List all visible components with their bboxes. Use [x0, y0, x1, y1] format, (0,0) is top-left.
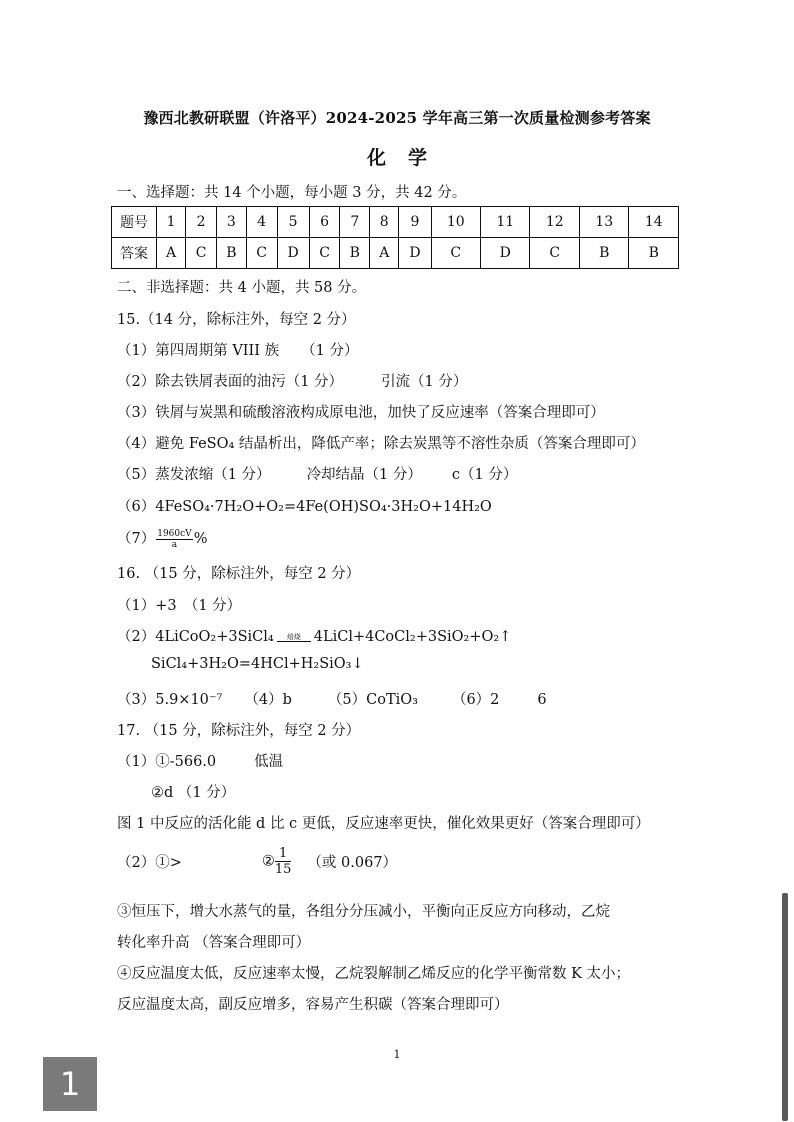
row-label-answer: 答案 [112, 238, 157, 269]
q17-l1a: （1）①-566.0 [117, 754, 217, 770]
q16-l3d: （5）CoTiO₃ [327, 692, 418, 708]
q15-l5a: （5）蒸发浓缩（1 分） [117, 467, 271, 483]
answer-cell: D [481, 238, 530, 269]
q17-l4b: ② [261, 853, 275, 870]
vertical-scrollbar[interactable] [782, 893, 788, 1121]
q17-line-7: ④反应温度太低，反应速率太慢，乙烷裂解制乙烯反应的化学平衡常数 K 太小； [117, 966, 631, 982]
q17-line-2: ②d （1 分） [151, 785, 236, 801]
q17-l1b: 低温 [254, 754, 284, 770]
section1-heading: 一、选择题：共 14 个小题，每小题 3 分，共 42 分。 [117, 185, 467, 201]
q17-l4-denominator: 15 [274, 862, 292, 877]
question-row [112, 207, 679, 238]
q17-line-5: ③恒压下，增大水蒸气的量，各组分分压减小，平衡向正反应方向移动，乙烷 [117, 904, 610, 920]
page-number: 1 [393, 1048, 401, 1061]
answer-cell: C [246, 238, 277, 269]
answer-cell: C [309, 238, 340, 269]
q15-l7-numerator: 1960cV [157, 528, 192, 539]
answer-cell: B [579, 238, 628, 269]
answer-cell: B [217, 238, 247, 269]
answer-cell: C [186, 238, 217, 269]
q15-line-1 [117, 339, 358, 360]
question-cell: 10 [431, 207, 480, 238]
question-cell: 11 [481, 207, 530, 238]
q15-l1b: （1 分） [301, 343, 359, 359]
q17-line-4 [117, 846, 397, 877]
q15-l5c: c（1 分） [451, 467, 518, 483]
q15-l1a: （1）第四周期第 VIII 族 [117, 343, 280, 359]
q15-heading: 15.（14 分，除标注外，每空 2 分） [117, 312, 356, 328]
q15-line-6: （6）4FeSO₄·7H₂O+O₂=4Fe(OH)SO₄·3H₂O+14H₂O [117, 499, 492, 515]
answer-cell: A [157, 238, 186, 269]
q16-l3e: （6）2 [451, 692, 500, 708]
q17-line-6: 转化率升高 （答案合理即可） [117, 935, 311, 951]
q17-line-8: 反应温度太高，副反应增多，容易产生积碳（答案合理即可） [117, 997, 509, 1013]
answer-cell: D [277, 238, 309, 269]
answer-cell: C [530, 238, 579, 269]
q15-line-4: （4）避免 FeSO₄ 结晶析出，降低产率；除去炭黑等不溶性杂质（答案合理即可） [117, 436, 645, 452]
answer-row [112, 238, 679, 269]
question-cell: 13 [579, 207, 628, 238]
q15-l7-prefix: （7） [117, 531, 156, 547]
q15-l7-fraction [156, 529, 192, 550]
q17-l4a: （2）①> [117, 855, 182, 871]
q15-l7-denominator: a [171, 539, 178, 550]
q15-line-2 [117, 370, 467, 391]
q16-heading: 16. （15 分，除标注外，每空 2 分） [117, 566, 361, 582]
q15-line-7 [117, 527, 207, 550]
q17-line-1 [117, 750, 283, 771]
document-title: 豫西北教研联盟（许洛平）2024-2025 学年高三第一次质量检测参考答案 [143, 109, 651, 127]
section2-heading: 二、非选择题：共 4 小题，共 58 分。 [117, 280, 367, 296]
q15-l5b: 冷却结晶（1 分） [306, 467, 422, 483]
q16-line-1: （1）+3 （1 分） [117, 598, 242, 614]
q16-l3f: 6 [537, 692, 547, 708]
question-cell: 8 [370, 207, 399, 238]
question-cell: 6 [309, 207, 340, 238]
q17-l4-fraction [275, 846, 292, 877]
row-label-question: 题号 [112, 207, 157, 238]
q16-l3a: （3） [117, 692, 156, 708]
answer-table [111, 206, 679, 269]
reaction-condition-arrow [277, 633, 311, 642]
q17-l4c: （或 0.067） [307, 855, 398, 871]
q17-l4-numerator: 1 [275, 846, 292, 862]
q15-l2a: （2）除去铁屑表面的油污（1 分） [117, 374, 344, 390]
question-cell: 4 [246, 207, 277, 238]
answer-cell: A [370, 238, 399, 269]
question-cell: 1 [157, 207, 186, 238]
q16-line-2b: SiCl₄+3H₂O=4HCl+H₂SiO₃↓ [151, 656, 364, 672]
question-cell: 14 [629, 207, 679, 238]
q15-line-5 [117, 463, 517, 484]
question-cell: 7 [340, 207, 370, 238]
reaction-condition: 焙烧 [286, 632, 301, 641]
answer-cell: B [629, 238, 679, 269]
q15-l7-suffix: % [193, 531, 208, 547]
q17-line-3: 图 1 中反应的活化能 d 比 c 更低，反应速率更快，催化效果更好（答案合理即可） [117, 816, 650, 832]
answer-cell: C [431, 238, 480, 269]
answer-cell: D [399, 238, 431, 269]
q15-line-3: （3）铁屑与炭黑和硫酸溶液构成原电池，加快了反应速率（答案合理即可） [117, 405, 605, 421]
question-cell: 3 [217, 207, 247, 238]
answer-cell: B [340, 238, 370, 269]
q15-l2b: 引流（1 分） [381, 374, 468, 390]
q17-heading: 17. （15 分，除标注外，每空 2 分） [117, 723, 361, 739]
q16-l2-right: 4LiCl+4CoCl₂+3SiO₂+O₂↑ [313, 629, 512, 645]
question-cell: 12 [530, 207, 579, 238]
question-cell: 2 [186, 207, 217, 238]
q16-l3b: 5.9×10⁻⁷ [155, 692, 223, 708]
q16-l2-left: （2）4LiCoO₂+3SiCl₄ [117, 629, 274, 645]
q16-line-2 [117, 625, 511, 646]
question-cell: 9 [399, 207, 431, 238]
q16-l3c: （4）b [244, 692, 292, 708]
question-cell: 5 [277, 207, 309, 238]
page-indicator-badge[interactable]: 1 [43, 1057, 97, 1111]
subject-title: 化学 [366, 147, 449, 169]
q16-line-3 [117, 688, 547, 709]
